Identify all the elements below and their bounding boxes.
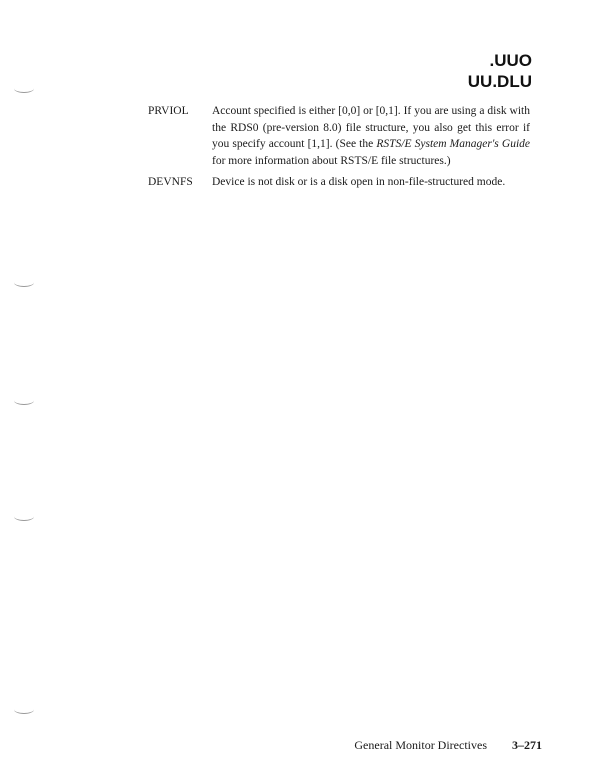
binder-hole-mark — [14, 396, 34, 405]
error-table — [148, 103, 540, 196]
page-header — [468, 50, 532, 92]
error-row-devnfs — [148, 174, 540, 191]
page-footer — [354, 738, 542, 753]
error-description-text: for more information about RSTS/E file structures.) — [212, 154, 451, 167]
binder-hole-mark — [14, 705, 34, 714]
error-code: DEVNFS — [148, 176, 193, 188]
error-description-text: Account specified is either [0,0] or [0,1]. If you are using a disk with the RDS0 (pre-version 8.0) file structure, you also get this error if you specify account [1,1]. (See the — [212, 105, 530, 150]
error-description — [212, 103, 530, 169]
page-number: 3–271 — [512, 738, 542, 752]
binder-hole-mark — [14, 512, 34, 521]
binder-hole-mark — [14, 278, 34, 287]
error-row-prviol — [148, 103, 540, 169]
header-directive-name: .UUO — [489, 51, 532, 70]
error-code: PRVIOL — [148, 105, 189, 117]
error-description: Device is not disk or is a disk open in non-file-structured mode. — [212, 176, 506, 188]
manual-title: RSTS/E System Manager's Guide — [376, 138, 531, 150]
binder-hole-mark — [14, 84, 34, 93]
header-subfunction-name: UU.DLU — [467, 72, 532, 91]
footer-section-title: General Monitor Directives — [354, 738, 487, 752]
